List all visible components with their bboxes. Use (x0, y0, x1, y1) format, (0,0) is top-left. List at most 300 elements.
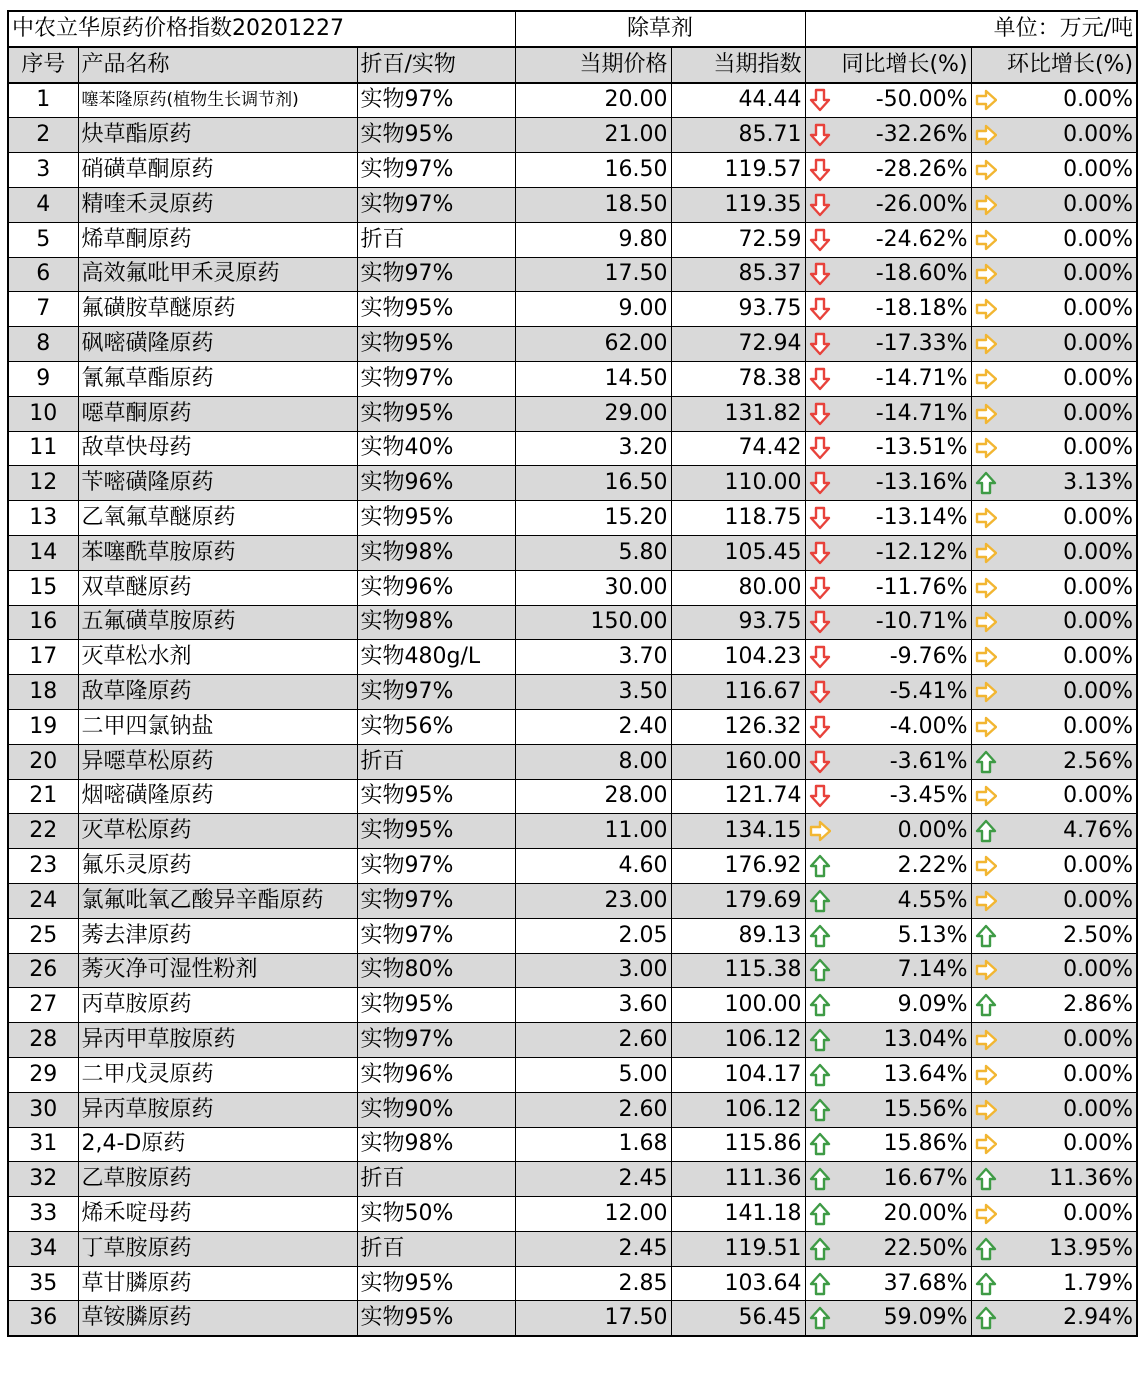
red-down-arrow-icon (809, 645, 831, 669)
red-down-arrow-icon (809, 715, 831, 739)
row-number: 22 (8, 814, 78, 849)
mom-value: 2.56% (1063, 748, 1134, 774)
current-index: 78.38 (671, 361, 805, 396)
table-row (8, 1301, 1137, 1336)
mom-cell (971, 1231, 1137, 1266)
row-number: 2 (8, 118, 78, 153)
yellow-right-arrow-icon (975, 436, 997, 460)
green-up-arrow-icon (809, 958, 831, 982)
product-spec: 实物97% (357, 83, 515, 118)
yoy-cell (805, 1127, 971, 1162)
yoy-value: 13.64% (883, 1061, 968, 1087)
mom-cell (971, 675, 1137, 710)
yoy-value: 2.22% (897, 853, 968, 879)
product-name: 2,4-D原药 (78, 1127, 357, 1162)
yoy-cell (805, 570, 971, 605)
yoy-value: -5.41% (889, 679, 968, 705)
yoy-cell (805, 1023, 971, 1058)
mom-cell (971, 570, 1137, 605)
row-number: 23 (8, 849, 78, 884)
yoy-cell (805, 709, 971, 744)
mom-value: 0.00% (1063, 296, 1134, 322)
row-number: 3 (8, 153, 78, 188)
product-spec: 实物480g/L (357, 640, 515, 675)
mom-cell (971, 292, 1137, 327)
yellow-right-arrow-icon (975, 193, 997, 217)
current-price: 2.60 (515, 1092, 671, 1127)
product-name: 敌草隆原药 (78, 675, 357, 710)
current-price: 20.00 (515, 83, 671, 118)
current-index: 179.69 (671, 883, 805, 918)
current-index: 80.00 (671, 570, 805, 605)
current-price: 3.20 (515, 431, 671, 466)
red-down-arrow-icon (809, 332, 831, 356)
mom-cell (971, 849, 1137, 884)
mom-cell (971, 431, 1137, 466)
current-index: 93.75 (671, 605, 805, 640)
product-spec: 实物98% (357, 1127, 515, 1162)
green-up-arrow-icon (975, 1306, 997, 1330)
current-price: 5.00 (515, 1057, 671, 1092)
current-index: 104.17 (671, 1057, 805, 1092)
table-row (8, 466, 1137, 501)
yellow-right-arrow-icon (975, 262, 997, 286)
yoy-cell (805, 988, 971, 1023)
current-index: 100.00 (671, 988, 805, 1023)
row-number: 17 (8, 640, 78, 675)
current-index: 131.82 (671, 396, 805, 431)
mom-cell (971, 918, 1137, 953)
table-body (8, 83, 1137, 1337)
mom-value: 0.00% (1063, 1096, 1134, 1122)
product-name: 双草醚原药 (78, 570, 357, 605)
mom-value: 1.79% (1063, 1270, 1134, 1296)
row-number: 18 (8, 675, 78, 710)
product-spec: 实物95% (357, 118, 515, 153)
red-down-arrow-icon (809, 541, 831, 565)
yoy-value: 5.13% (897, 922, 968, 948)
current-price: 3.50 (515, 675, 671, 710)
yoy-value: 4.55% (897, 887, 968, 913)
yoy-value: 20.00% (883, 1200, 968, 1226)
mom-cell (971, 257, 1137, 292)
yoy-cell (805, 1301, 971, 1336)
mom-value: 2.94% (1063, 1305, 1134, 1331)
product-spec: 实物98% (357, 605, 515, 640)
current-price: 14.50 (515, 361, 671, 396)
mom-cell (971, 153, 1137, 188)
product-spec: 实物95% (357, 396, 515, 431)
row-number: 26 (8, 953, 78, 988)
green-up-arrow-icon (975, 471, 997, 495)
current-index: 85.37 (671, 257, 805, 292)
green-up-arrow-icon (975, 1237, 997, 1261)
mom-value: 2.86% (1063, 992, 1134, 1018)
yoy-cell (805, 466, 971, 501)
mom-value: 4.76% (1063, 818, 1134, 844)
product-name: 高效氟吡甲禾灵原药 (78, 257, 357, 292)
product-spec: 实物95% (357, 814, 515, 849)
mom-value: 0.00% (1063, 331, 1134, 357)
current-index: 115.38 (671, 953, 805, 988)
current-price: 3.60 (515, 988, 671, 1023)
red-down-arrow-icon (809, 367, 831, 391)
yoy-value: -3.45% (889, 783, 968, 809)
mom-cell (971, 1197, 1137, 1232)
product-spec: 实物96% (357, 466, 515, 501)
product-spec: 实物95% (357, 1266, 515, 1301)
table-row (8, 1266, 1137, 1301)
red-down-arrow-icon (809, 784, 831, 808)
product-spec: 实物80% (357, 953, 515, 988)
green-up-arrow-icon (809, 889, 831, 913)
product-spec: 折百 (357, 1231, 515, 1266)
row-number: 31 (8, 1127, 78, 1162)
green-up-arrow-icon (975, 924, 997, 948)
red-down-arrow-icon (809, 228, 831, 252)
row-number: 30 (8, 1092, 78, 1127)
table-row (8, 361, 1137, 396)
red-down-arrow-icon (809, 123, 831, 147)
mom-cell (971, 501, 1137, 536)
table-row (8, 1162, 1137, 1197)
mom-value: 0.00% (1063, 957, 1134, 983)
product-name: 丁草胺原药 (78, 1231, 357, 1266)
mom-cell (971, 187, 1137, 222)
yoy-value: -13.14% (875, 505, 968, 531)
current-index: 106.12 (671, 1023, 805, 1058)
product-spec: 实物97% (357, 361, 515, 396)
mom-value: 0.00% (1063, 679, 1134, 705)
product-spec: 实物90% (357, 1092, 515, 1127)
red-down-arrow-icon (809, 262, 831, 286)
yoy-value: 7.14% (897, 957, 968, 983)
yoy-value: -13.51% (875, 435, 968, 461)
current-index: 141.18 (671, 1197, 805, 1232)
yellow-right-arrow-icon (975, 715, 997, 739)
green-up-arrow-icon (809, 924, 831, 948)
yoy-value: -4.00% (889, 713, 968, 739)
product-spec: 实物97% (357, 257, 515, 292)
green-up-arrow-icon (809, 1167, 831, 1191)
current-price: 11.00 (515, 814, 671, 849)
table-row (8, 1057, 1137, 1092)
yoy-value: 13.04% (883, 1027, 968, 1052)
yoy-value: -13.16% (875, 470, 968, 496)
red-down-arrow-icon (809, 436, 831, 460)
product-spec: 实物96% (357, 1057, 515, 1092)
mom-cell (971, 1162, 1137, 1197)
yoy-cell (805, 292, 971, 327)
mom-value: 0.00% (1063, 1200, 1134, 1226)
current-index: 72.94 (671, 327, 805, 362)
product-name: 草甘膦原药 (78, 1266, 357, 1301)
product-spec: 实物97% (357, 1023, 515, 1058)
mom-value: 0.00% (1063, 574, 1134, 600)
table-row (8, 883, 1137, 918)
mom-value: 0.00% (1063, 505, 1134, 531)
current-price: 1.68 (515, 1127, 671, 1162)
product-name: 精喹禾灵原药 (78, 187, 357, 222)
green-up-arrow-icon (809, 993, 831, 1017)
mom-value: 0.00% (1063, 157, 1134, 183)
current-index: 105.45 (671, 535, 805, 570)
current-index: 85.71 (671, 118, 805, 153)
row-number: 15 (8, 570, 78, 605)
yoy-cell (805, 814, 971, 849)
green-up-arrow-icon (809, 1132, 831, 1156)
mom-value: 0.00% (1063, 1061, 1134, 1087)
red-down-arrow-icon (809, 506, 831, 530)
mom-value: 0.00% (1063, 644, 1134, 670)
row-number: 13 (8, 501, 78, 536)
current-index: 44.44 (671, 83, 805, 118)
current-price: 2.45 (515, 1231, 671, 1266)
yoy-value: -14.71% (875, 365, 968, 391)
table-row (8, 1197, 1137, 1232)
yellow-right-arrow-icon (975, 958, 997, 982)
yellow-right-arrow-icon (975, 889, 997, 913)
product-name: 乙草胺原药 (78, 1162, 357, 1197)
mom-cell (971, 1092, 1137, 1127)
row-number: 1 (8, 83, 78, 118)
red-down-arrow-icon (809, 297, 831, 321)
current-price: 16.50 (515, 466, 671, 501)
yoy-value: 16.67% (883, 1166, 968, 1192)
product-spec: 折百 (357, 1162, 515, 1197)
sheet-title: 中农立华原药价格指数20201227 (8, 11, 515, 47)
yoy-cell (805, 918, 971, 953)
yellow-right-arrow-icon (975, 297, 997, 321)
col-header-name: 产品名称 (78, 47, 357, 83)
table-row (8, 327, 1137, 362)
mom-cell (971, 1057, 1137, 1092)
product-name: 砜嘧磺隆原药 (78, 327, 357, 362)
yoy-value: -9.76% (889, 644, 968, 670)
yoy-value: -32.26% (875, 122, 968, 148)
table-row (8, 814, 1137, 849)
product-name: 二甲四氯钠盐 (78, 709, 357, 744)
mom-cell (971, 640, 1137, 675)
green-up-arrow-icon (809, 1237, 831, 1261)
mom-value: 0.00% (1063, 226, 1134, 252)
red-down-arrow-icon (809, 193, 831, 217)
yoy-cell (805, 1057, 971, 1092)
yoy-cell (805, 257, 971, 292)
yoy-value: 0.00% (897, 818, 968, 844)
yoy-cell (805, 605, 971, 640)
green-up-arrow-icon (809, 1063, 831, 1087)
product-name: 烟嘧磺隆原药 (78, 779, 357, 814)
yellow-right-arrow-icon (975, 158, 997, 182)
table-row (8, 1231, 1137, 1266)
row-number: 25 (8, 918, 78, 953)
green-up-arrow-icon (975, 750, 997, 774)
yoy-cell (805, 953, 971, 988)
product-spec: 实物95% (357, 779, 515, 814)
red-down-arrow-icon (809, 471, 831, 495)
product-name: 苄嘧磺隆原药 (78, 466, 357, 501)
current-price: 17.50 (515, 257, 671, 292)
product-name: 灭草松水剂 (78, 640, 357, 675)
product-name: 异丙甲草胺原药 (78, 1023, 357, 1058)
mom-value: 0.00% (1063, 1027, 1134, 1052)
yoy-value: -11.76% (875, 574, 968, 600)
red-down-arrow-icon (809, 680, 831, 704)
mom-cell (971, 535, 1137, 570)
current-index: 116.67 (671, 675, 805, 710)
mom-cell (971, 361, 1137, 396)
current-price: 9.80 (515, 222, 671, 257)
table-row (8, 640, 1137, 675)
mom-value: 0.00% (1063, 783, 1134, 809)
mom-value: 11.36% (1049, 1166, 1134, 1192)
red-down-arrow-icon (809, 576, 831, 600)
yoy-value: 15.86% (883, 1131, 968, 1157)
yoy-cell (805, 849, 971, 884)
yoy-value: -18.60% (875, 261, 968, 287)
row-number: 16 (8, 605, 78, 640)
green-up-arrow-icon (809, 1272, 831, 1296)
mom-cell (971, 1127, 1137, 1162)
current-index: 72.59 (671, 222, 805, 257)
yellow-right-arrow-icon (975, 402, 997, 426)
table-row (8, 709, 1137, 744)
yellow-right-arrow-icon (975, 88, 997, 112)
product-spec: 实物50% (357, 1197, 515, 1232)
current-price: 12.00 (515, 1197, 671, 1232)
product-name: 莠去津原药 (78, 918, 357, 953)
table-row (8, 83, 1137, 118)
row-number: 32 (8, 1162, 78, 1197)
mom-cell (971, 327, 1137, 362)
yellow-right-arrow-icon (975, 1063, 997, 1087)
current-price: 29.00 (515, 396, 671, 431)
current-index: 119.35 (671, 187, 805, 222)
yoy-cell (805, 744, 971, 779)
table-row (8, 257, 1137, 292)
current-price: 15.20 (515, 501, 671, 536)
table-row (8, 292, 1137, 327)
yoy-value: -18.18% (875, 296, 968, 322)
green-up-arrow-icon (809, 854, 831, 878)
mom-cell (971, 988, 1137, 1023)
yellow-right-arrow-icon (975, 645, 997, 669)
mom-cell (971, 1301, 1137, 1336)
current-index: 104.23 (671, 640, 805, 675)
green-up-arrow-icon (975, 1167, 997, 1191)
category-label: 除草剂 (515, 11, 805, 47)
product-name: 敌草快母药 (78, 431, 357, 466)
product-name: 五氟磺草胺原药 (78, 605, 357, 640)
red-down-arrow-icon (809, 402, 831, 426)
product-name: 炔草酯原药 (78, 118, 357, 153)
mom-value: 0.00% (1063, 191, 1134, 217)
mom-value: 3.13% (1063, 470, 1134, 496)
yoy-cell (805, 327, 971, 362)
product-name: 异丙草胺原药 (78, 1092, 357, 1127)
row-number: 14 (8, 535, 78, 570)
mom-value: 0.00% (1063, 122, 1134, 148)
yoy-value: -3.61% (889, 748, 968, 774)
row-number: 9 (8, 361, 78, 396)
yoy-value: 22.50% (883, 1235, 968, 1261)
row-number: 5 (8, 222, 78, 257)
row-number: 7 (8, 292, 78, 327)
row-number: 21 (8, 779, 78, 814)
current-price: 5.80 (515, 535, 671, 570)
current-price: 17.50 (515, 1301, 671, 1336)
yoy-value: -28.26% (875, 157, 968, 183)
yoy-cell (805, 1092, 971, 1127)
mom-value: 0.00% (1063, 1131, 1134, 1157)
product-name: 噻苯隆原药(植物生长调节剂) (78, 83, 357, 118)
mom-value: 0.00% (1063, 435, 1134, 461)
mom-cell (971, 1023, 1137, 1058)
yellow-right-arrow-icon (975, 506, 997, 530)
yellow-right-arrow-icon (975, 680, 997, 704)
current-index: 119.51 (671, 1231, 805, 1266)
current-price: 2.45 (515, 1162, 671, 1197)
current-price: 62.00 (515, 327, 671, 362)
mom-cell (971, 953, 1137, 988)
mom-cell (971, 883, 1137, 918)
current-price: 8.00 (515, 744, 671, 779)
yoy-cell (805, 1197, 971, 1232)
product-name: 草铵膦原药 (78, 1301, 357, 1336)
table-row (8, 675, 1137, 710)
current-price: 2.85 (515, 1266, 671, 1301)
product-name: 硝磺草酮原药 (78, 153, 357, 188)
yoy-cell (805, 396, 971, 431)
yoy-value: -26.00% (875, 191, 968, 217)
product-name: 烯禾啶母药 (78, 1197, 357, 1232)
yoy-value: 15.56% (883, 1096, 968, 1122)
yellow-right-arrow-icon (809, 819, 831, 843)
red-down-arrow-icon (809, 610, 831, 634)
product-spec: 实物97% (357, 675, 515, 710)
col-header-index: 当期指数 (671, 47, 805, 83)
mom-value: 0.00% (1063, 539, 1134, 565)
table-row (8, 1023, 1137, 1058)
row-number: 4 (8, 187, 78, 222)
product-name: 灭草松原药 (78, 814, 357, 849)
yellow-right-arrow-icon (975, 1132, 997, 1156)
current-index: 134.15 (671, 814, 805, 849)
table-row (8, 396, 1137, 431)
current-index: 119.57 (671, 153, 805, 188)
yoy-cell (805, 535, 971, 570)
red-down-arrow-icon (809, 158, 831, 182)
product-name: 氟乐灵原药 (78, 849, 357, 884)
mom-cell (971, 779, 1137, 814)
product-spec: 实物95% (357, 327, 515, 362)
current-index: 121.74 (671, 779, 805, 814)
product-name: 丙草胺原药 (78, 988, 357, 1023)
table-row (8, 118, 1137, 153)
product-name: 莠灭净可湿性粉剂 (78, 953, 357, 988)
mom-value: 0.00% (1063, 713, 1134, 739)
table-row (8, 570, 1137, 605)
table-row (8, 153, 1137, 188)
product-spec: 实物97% (357, 187, 515, 222)
mom-value: 0.00% (1063, 365, 1134, 391)
table-row (8, 222, 1137, 257)
product-name: 异噁草松原药 (78, 744, 357, 779)
yoy-cell (805, 187, 971, 222)
table-row (8, 988, 1137, 1023)
current-price: 150.00 (515, 605, 671, 640)
